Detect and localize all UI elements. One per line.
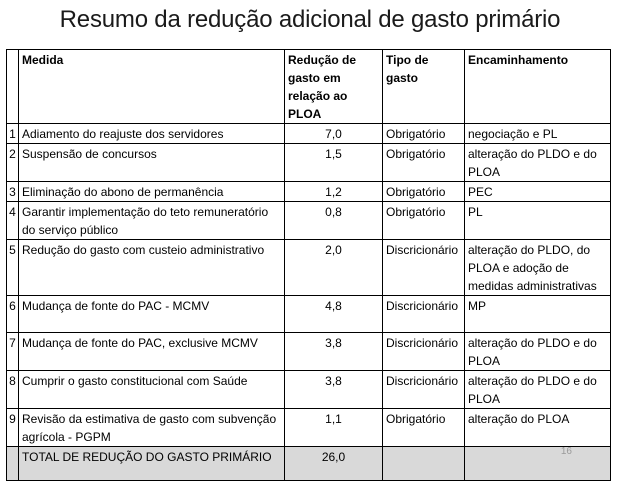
cell-medida: Mudança de fonte do PAC, exclusive MCMV (19, 333, 285, 371)
cell-encaminhamento: alteração do PLDO e do PLOA (465, 144, 611, 182)
row-number: 9 (7, 409, 19, 447)
page-title: Resumo da redução adicional de gasto primário (59, 6, 561, 33)
cell-medida: Mudança de fonte do PAC - MCMV (19, 296, 285, 333)
cell-reducao: 1,1 (285, 409, 383, 447)
total-value: 26,0 (285, 447, 383, 481)
header-num (7, 50, 19, 124)
total-empty-cell (465, 447, 611, 481)
cell-encaminhamento: alteração do PLDO e do PLOA (465, 333, 611, 371)
total-row (7, 447, 611, 481)
total-label: TOTAL DE REDUÇÃO DO GASTO PRIMÁRIO (19, 447, 285, 481)
cell-reducao: 4,8 (285, 296, 383, 333)
cell-tipo: Obrigatório (383, 124, 465, 144)
table-row (7, 144, 611, 182)
table-row (7, 124, 611, 144)
total-empty-cell (7, 447, 19, 481)
header-medida: Medida (19, 50, 285, 124)
cell-reducao: 1,5 (285, 144, 383, 182)
cell-medida: Garantir implementação do teto remuneratório do serviço público (19, 202, 285, 240)
cell-medida: Revisão da estimativa de gasto com subvenção agrícola - PGPM (19, 409, 285, 447)
total-empty-cell (383, 447, 465, 481)
cell-tipo: Discricionário (383, 296, 465, 333)
cell-reducao: 2,0 (285, 240, 383, 296)
row-number: 4 (7, 202, 19, 240)
row-number: 2 (7, 144, 19, 182)
header-reducao: Redução de gasto em relação ao PLOA (285, 50, 383, 124)
table-row (7, 333, 611, 371)
header-encaminhamento: Encaminhamento (465, 50, 611, 124)
row-number: 6 (7, 296, 19, 333)
cell-tipo: Discricionário (383, 371, 465, 409)
table-row (7, 240, 611, 296)
cell-tipo: Obrigatório (383, 182, 465, 202)
table-header-row (7, 50, 611, 124)
cell-encaminhamento: alteração do PLOA (465, 409, 611, 447)
table-body (7, 124, 611, 481)
cell-encaminhamento: MP (465, 296, 611, 333)
table-row (7, 371, 611, 409)
cell-encaminhamento: PEC (465, 182, 611, 202)
cell-reducao: 7,0 (285, 124, 383, 144)
cell-reducao: 3,8 (285, 371, 383, 409)
cell-medida: Eliminação do abono de permanência (19, 182, 285, 202)
summary-table (6, 49, 611, 481)
header-tipo: Tipo de gasto (383, 50, 465, 124)
table-row (7, 182, 611, 202)
row-number: 8 (7, 371, 19, 409)
row-number: 3 (7, 182, 19, 202)
cell-tipo: Obrigatório (383, 202, 465, 240)
table-row (7, 202, 611, 240)
table-row (7, 409, 611, 447)
cell-reducao: 3,8 (285, 333, 383, 371)
cell-reducao: 1,2 (285, 182, 383, 202)
cell-tipo: Obrigatório (383, 409, 465, 447)
row-number: 1 (7, 124, 19, 144)
cell-tipo: Obrigatório (383, 144, 465, 182)
page-number: 16 (560, 446, 572, 457)
cell-medida: Cumprir o gasto constitucional com Saúde (19, 371, 285, 409)
cell-tipo: Discricionário (383, 240, 465, 296)
row-number: 5 (7, 240, 19, 296)
cell-medida: Adiamento do reajuste dos servidores (19, 124, 285, 144)
cell-medida: Redução do gasto com custeio administrativo (19, 240, 285, 296)
cell-tipo: Discricionário (383, 333, 465, 371)
cell-encaminhamento: alteração do PLDO, do PLOA e adoção de medidas administrativas (465, 240, 611, 296)
cell-reducao: 0,8 (285, 202, 383, 240)
cell-encaminhamento: alteração do PLDO e do PLOA (465, 371, 611, 409)
cell-medida: Suspensão de concursos (19, 144, 285, 182)
table-row (7, 296, 611, 333)
cell-encaminhamento: negociação e PL (465, 124, 611, 144)
row-number: 7 (7, 333, 19, 371)
cell-encaminhamento: PL (465, 202, 611, 240)
